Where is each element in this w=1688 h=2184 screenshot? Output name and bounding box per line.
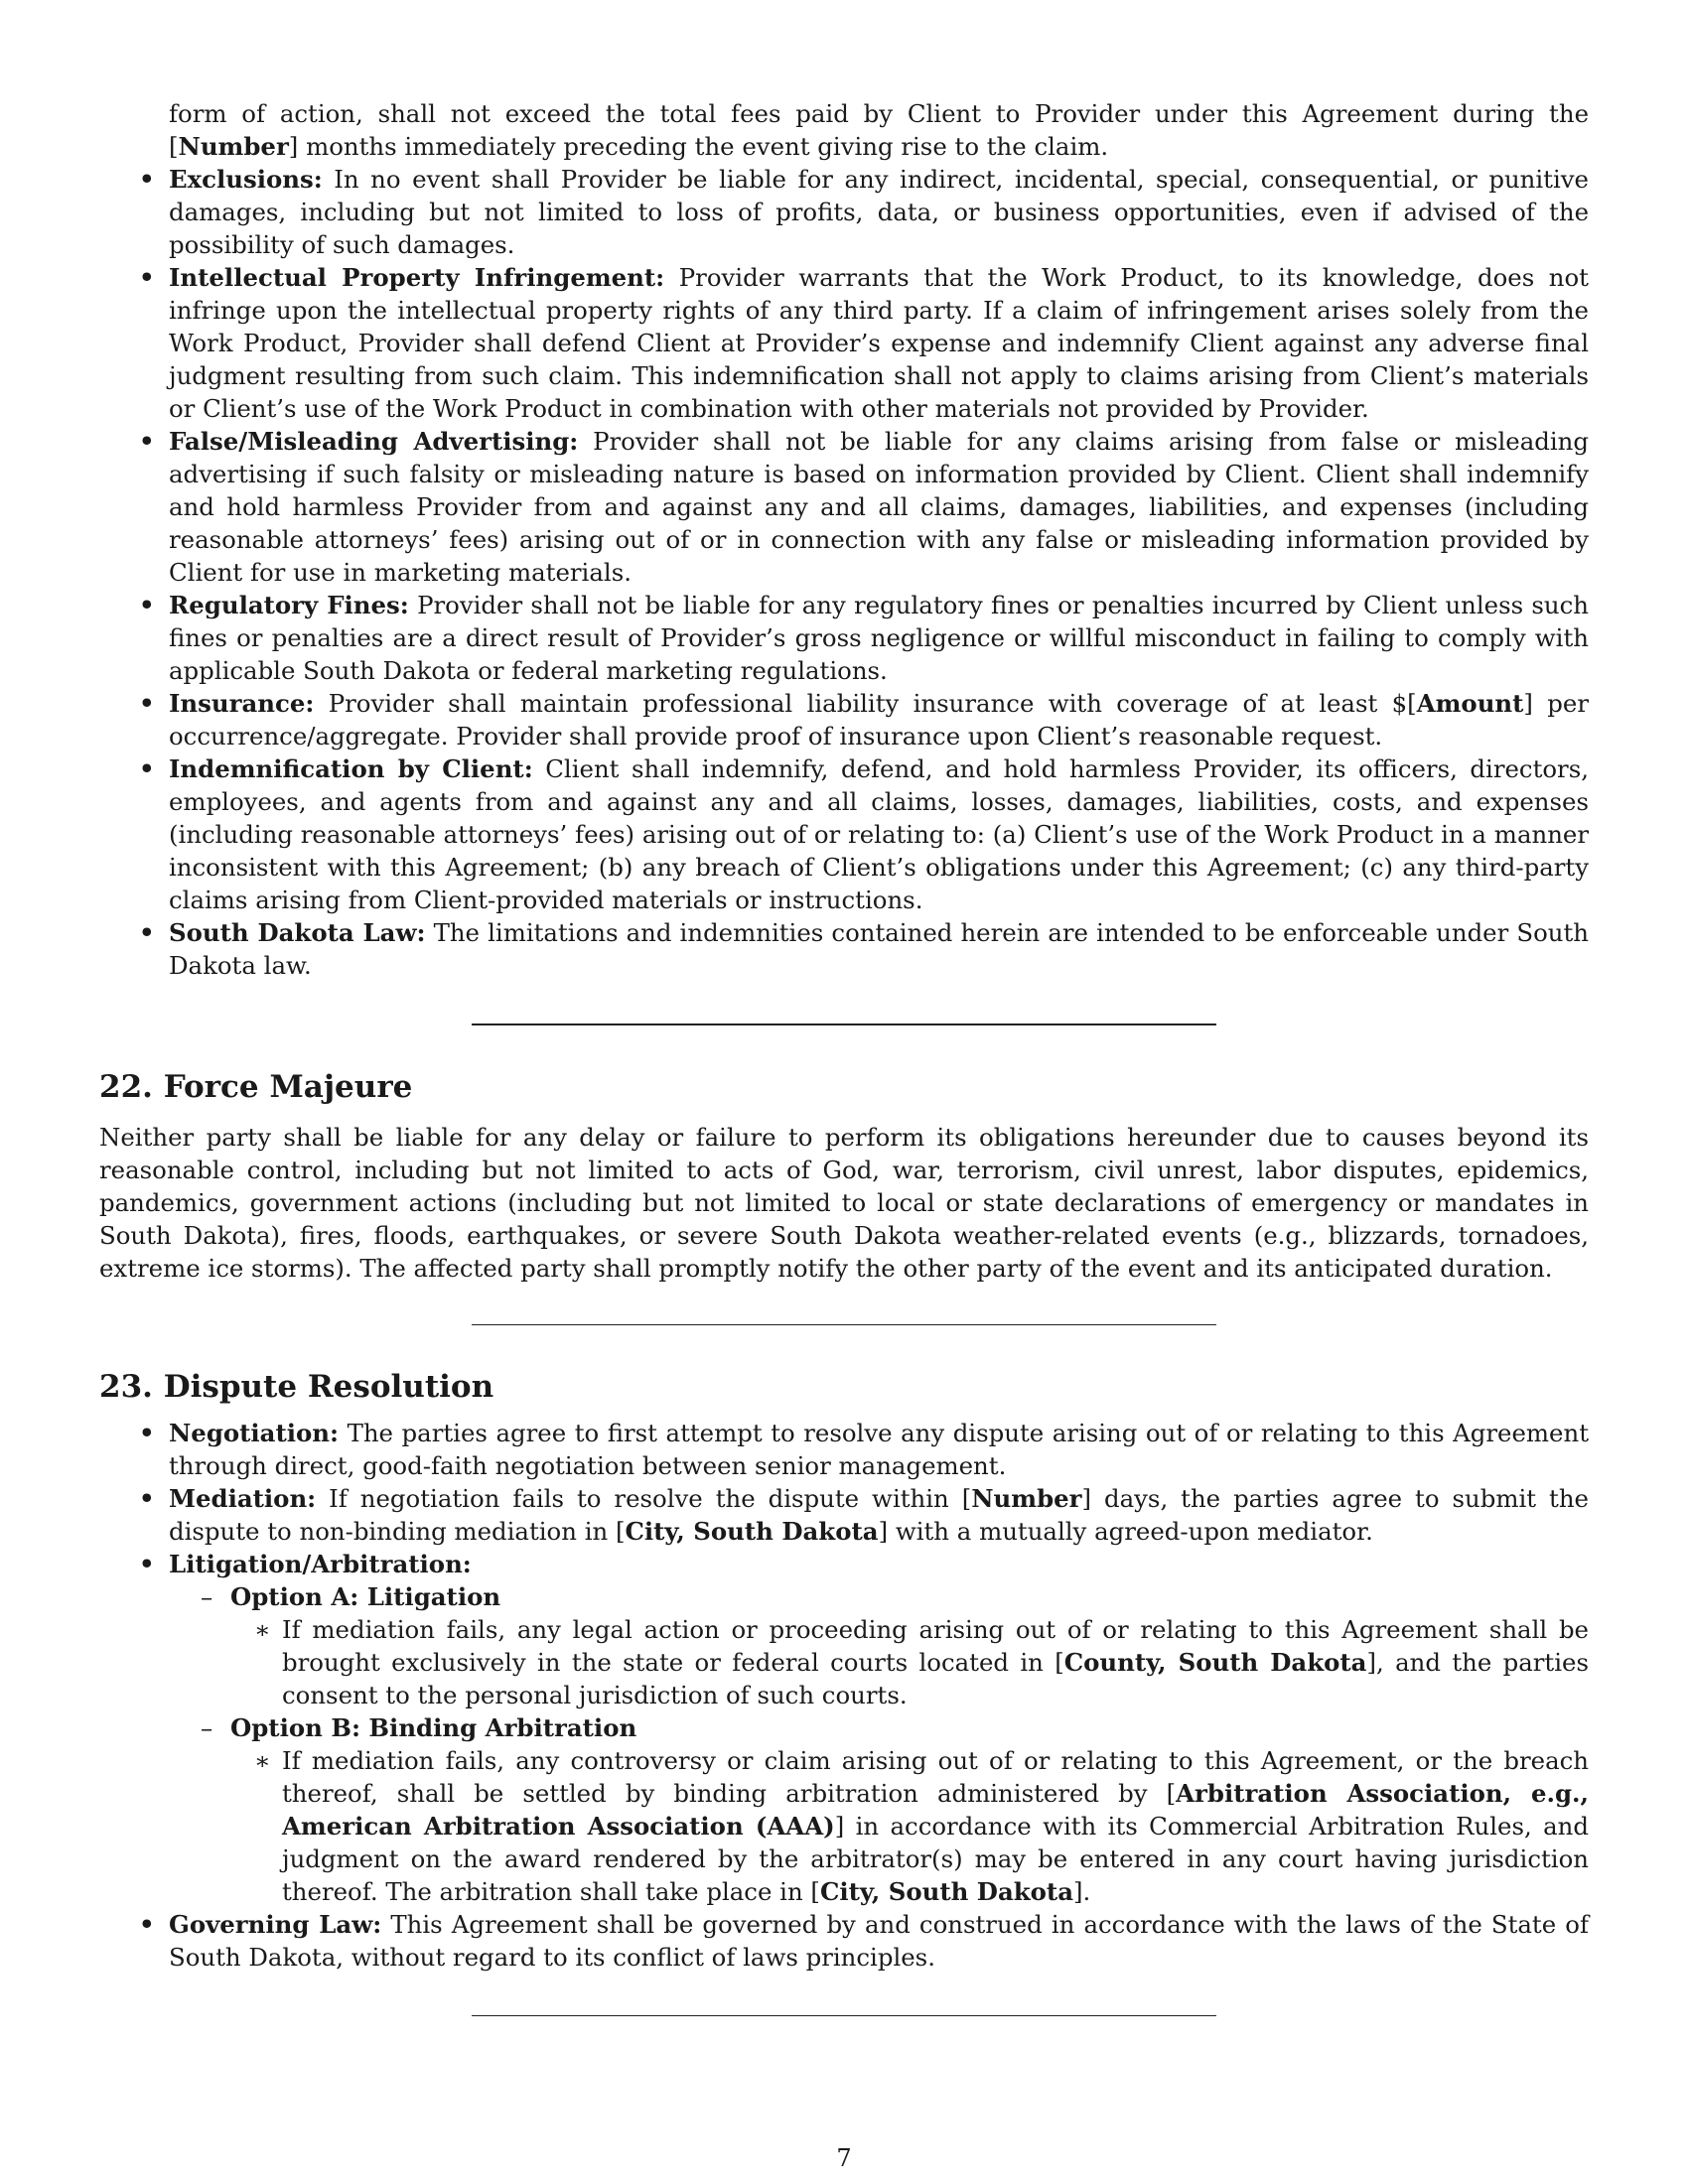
document-page [99, 97, 1589, 2016]
list-item: • Intellectual Property Infringement: Provider warrants that the Work Product, to its knowledge, does not infringe upon the intellectual property rights of any third party. If a claim of infringement arises solely from the Work Product, Provider shall defend Client at Provider’s expense and indemnify Client against any adverse final judgment resulting from such claim. This indemnification shall not apply to claims arising from Client’s materials or Client’s use of the Work Product in combination with other materials not provided by Provider. [99, 261, 1589, 425]
list-item: • Indemnification by Client: Client shall indemnify, defend, and hold harmless Provider, its officers, directors, employees, and agents from and against any and all claims, losses, damages, liabilities, costs, and expenses (including reasonable attorneys’ fees) arising out of or relating to: (a) Client’s use of the Work Product in a manner inconsistent with this Agreement; (b) any breach of Client’s obligations under this Agreement; (c) any third-party claims arising from Client-provided materials or instructions. [99, 752, 1589, 916]
section-23-heading: 23. Dispute Resolution [99, 1369, 494, 1405]
list-item: • Negotiation: The parties agree to first attempt to resolve any dispute arising out of or relating to this Agreement through direct, good-faith negotiation between senior management. [99, 1417, 1589, 1482]
list-item: • Litigation/Arbitration: – Option A: Litigation ∗ If mediation fails, any legal action or proceeding arising out of or relating to this Agreement shall be brought exclusively in the state or federal courts located in [County, South Dakota], and the parties consent to the personal jurisdiction of such courts. – Option B: Binding Arbitration ∗ If mediation fails, any controversy or claim arising out of or relating to this Agreement, or the breach thereof, shall be settled by binding arbitration administered by [Arbitration Association, e.g., American Arbitration Association (AAA)] in accordance with its Commercial Arbitration Rules, and judgment on the award rendered by the arbitrator(s) may be entered in any court having jurisdiction thereof. The arbitration shall take place in [City, South Dakota]. [99, 1548, 1589, 1908]
list-item: • Mediation: If negotiation fails to resolve the dispute within [Number] days, the parties agree to submit the dispute to non-binding mediation in [City, South Dakota] with a mutually agreed-upon mediator. [99, 1482, 1589, 1548]
list-item: • Exclusions: In no event shall Provider be liable for any indirect, incidental, special, consequential, or punitive damages, including but not limited to loss of profits, data, or business opportunities, even if advised of the possibility of such damages. [99, 163, 1589, 261]
section-divider [472, 1324, 1216, 1325]
liability-intro: form of action, shall not exceed the total fees paid by Client to Provider under this Agreement during the [Number] months immediately preceding the event giving rise to the claim. [169, 99, 1589, 161]
page-number: 7 [836, 2144, 852, 2172]
option-detail: ∗ If mediation fails, any legal action or proceeding arising out of or relating to this Agreement shall be brought exclusively in the state or federal courts located in [County, South Dakota], and the parties consent to the personal jurisdiction of such courts. [230, 1613, 1589, 1711]
section-22-heading: 22. Force Majeure [99, 1069, 413, 1105]
option-details [230, 1613, 1589, 1711]
option-item: – Option A: Litigation ∗ If mediation fails, any legal action or proceeding arising out of or relating to this Agreement shall be brought exclusively in the state or federal courts located in [County, South Dakota], and the parties consent to the personal jurisdiction of such courts. [169, 1580, 1589, 1711]
list-item: • Insurance: Provider shall maintain professional liability insurance with coverage of at least $[Amount] per occurrence/aggregate. Provider shall provide proof of insurance upon Client’s reasonable request. [99, 687, 1589, 752]
option-item: – Option B: Binding Arbitration ∗ If mediation fails, any controversy or claim arising out of or relating to this Agreement, or the breach thereof, shall be settled by binding arbitration administered by [Arbitration Association, e.g., American Arbitration Association (AAA)] in accordance with its Commercial Arbitration Rules, and judgment on the award rendered by the arbitrator(s) may be entered in any court having jurisdiction thereof. The arbitration shall take place in [City, South Dakota]. [169, 1711, 1589, 1908]
option-detail: ∗ If mediation fails, any controversy or claim arising out of or relating to this Agreement, or the breach thereof, shall be settled by binding arbitration administered by [Arbitration Association, e.g., American Arbitration Association (AAA)] in accordance with its Commercial Arbitration Rules, and judgment on the award rendered by the arbitrator(s) may be entered in any court having jurisdiction thereof. The arbitration shall take place in [City, South Dakota]. [230, 1744, 1589, 1908]
list-item: • False/Misleading Advertising: Provider shall not be liable for any claims arising from false or misleading advertising if such falsity or misleading nature is based on information provided by Client. Client shall indemnify and hold harmless Provider from and against any and all claims, damages, liabilities, and expenses (including reasonable attorneys’ fees) arising out of or in connection with any false or misleading information provided by Client for use in marketing materials. [99, 425, 1589, 589]
liability-list [99, 163, 1589, 982]
section-divider [472, 2015, 1216, 2016]
option-details [230, 1744, 1589, 1908]
force-majeure-paragraph: Neither party shall be liable for any delay or failure to perform its obligations hereunder due to causes beyond its reasonable control, including but not limited to acts of God, war, terrorism, civil unrest, labor disputes, epidemics, pandemics, government actions (including but not limited to local or state declarations of emergency or mandates in South Dakota), fires, floods, earthquakes, or severe South Dakota weather-related events (e.g., blizzards, tornadoes, extreme ice storms). The affected party shall promptly notify the other party of the event and its anticipated duration. [99, 1123, 1589, 1283]
list-item: • Governing Law: This Agreement shall be governed by and construed in accordance with the laws of the State of South Dakota, without regard to its conflict of laws principles. [99, 1908, 1589, 1974]
section-divider [472, 1024, 1216, 1025]
list-item: • South Dakota Law: The limitations and indemnities contained herein are intended to be enforceable under South Dakota law. [99, 916, 1589, 982]
dispute-list [99, 1417, 1589, 1974]
options-list [169, 1580, 1589, 1908]
list-item: • Regulatory Fines: Provider shall not be liable for any regulatory fines or penalties incurred by Client unless such fines or penalties are a direct result of Provider’s gross negligence or willful misconduct in failing to comply with applicable South Dakota or federal marketing regulations. [99, 589, 1589, 687]
